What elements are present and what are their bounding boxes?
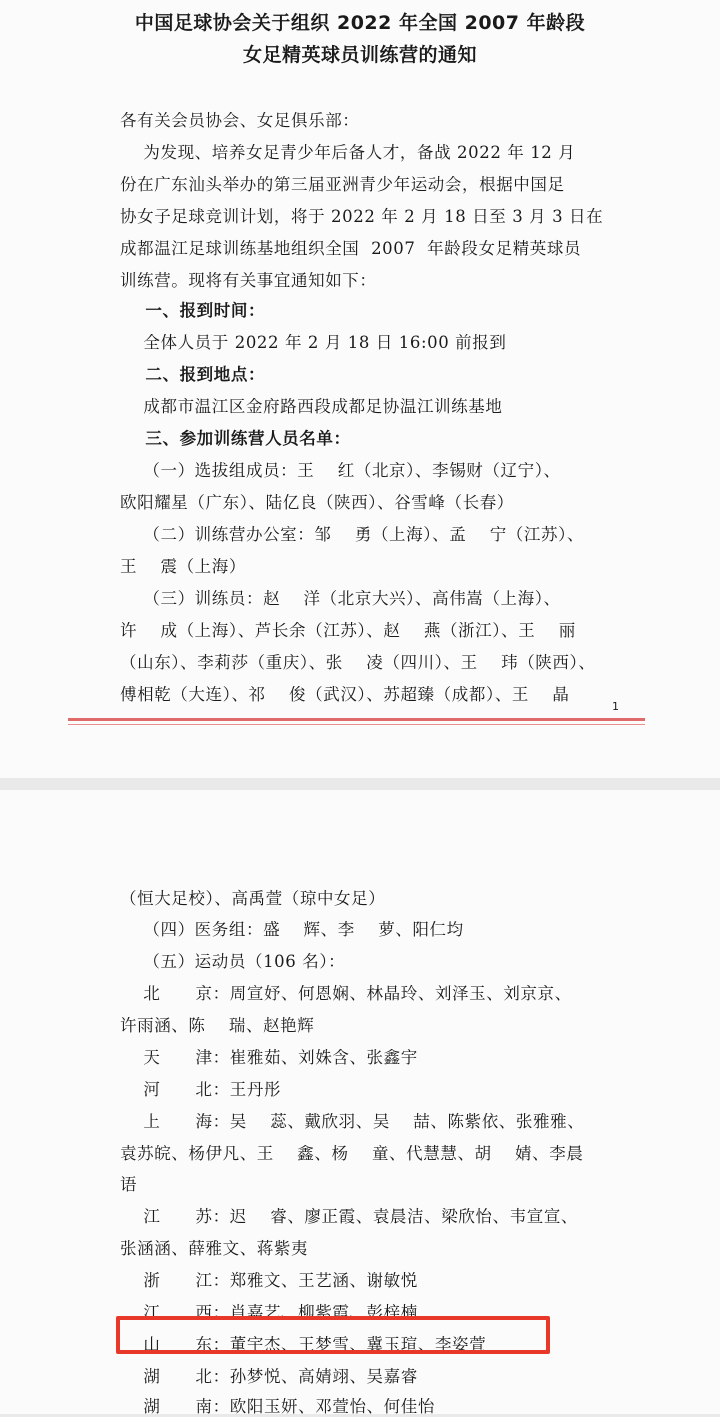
- footer-rule: [68, 718, 645, 721]
- list-line: 上 海：吴 蕊、戴欣羽、吴 喆、陈紫依、张雅雅、: [120, 1112, 585, 1131]
- intro-line: 为发现、培养女足青少年后备人才，备战 2022 年 12 月: [120, 143, 576, 162]
- list-line: 天 津：崔雅茹、刘姝含、张鑫宇: [120, 1048, 418, 1067]
- list-line: 江 苏：迟 睿、廖正霞、袁晨洁、梁欣怡、韦宣宣、: [120, 1207, 579, 1226]
- list-line: （山东）、李莉莎（重庆）、张 凌（四川）、王 玮（陕西）、: [120, 653, 596, 672]
- list-line: 欧阳耀星（广东）、陆亿良（陕西）、谷雪峰（长春）: [120, 493, 514, 512]
- list-line: 张涵涵、薛雅文、蒋紫夷: [120, 1239, 309, 1258]
- list-line: （五）运动员（106 名）：: [120, 952, 346, 971]
- list-line: 许雨涵、陈 瑞、赵艳辉: [120, 1016, 315, 1035]
- salutation: 各有关会员协会、女足俱乐部：: [120, 111, 360, 130]
- section-2-text: 成都市温江区金府路西段成都足协温江训练基地: [120, 397, 503, 416]
- list-line: 湖 南：欧阳玉妍、邓萱怡、何佳怡: [120, 1397, 435, 1416]
- page-number: 1: [612, 700, 619, 713]
- intro-line: 成都温江足球训练基地组织全国 2007 年龄段女足精英球员: [120, 239, 582, 258]
- list-line: 河 北：王丹彤: [120, 1080, 282, 1099]
- list-line: （二）训练营办公室：邹 勇（上海）、孟 宁（江苏）、: [120, 525, 585, 544]
- intro-line: 训练营。现将有关事宜通知如下：: [120, 271, 377, 290]
- footer-rule-thin: [68, 724, 645, 725]
- list-line: （四）医务组：盛 辉、李 萝、阳仁均: [120, 920, 464, 939]
- highlight-box: [116, 1316, 550, 1354]
- section-1-heading: 一、报到时间：: [120, 301, 266, 320]
- list-line: 傅相乾（大连）、祁 俊（武汉）、苏超臻（成都）、王 晶: [120, 685, 570, 704]
- list-line-highlighted: 山 东：董宇杰、王梦雪、冀玉瑄、李姿萱: [120, 1335, 487, 1354]
- section-3-heading: 三、参加训练营人员名单：: [120, 429, 351, 448]
- list-line: 江 西：肖嘉艺、柳紫霞、彭梓楠: [120, 1303, 418, 1322]
- list-line: 语: [120, 1175, 138, 1194]
- list-line: （恒大足校）、高禹萱（琼中女足）: [120, 889, 386, 908]
- section-2-heading: 二、报到地点：: [120, 365, 266, 384]
- section-1-text: 全体人员于 2022 年 2 月 18 日 16:00 前报到: [120, 333, 507, 352]
- intro-line: 协女子足球竞训计划，将于 2022 年 2 月 18 日至 3 月 3 日在: [120, 207, 604, 226]
- list-line: 袁苏皖、杨伊凡、王 鑫、杨 童、代慧慧、胡 婧、李晨: [120, 1144, 584, 1163]
- list-line: 许 成（上海）、芦长余（江苏）、赵 燕（浙江）、王 丽: [120, 621, 576, 640]
- list-line: 王 震（上海）: [120, 557, 246, 576]
- list-line: 浙 江：郑雅文、王艺涵、谢敏悦: [120, 1271, 418, 1290]
- list-line: （一）选拔组成员：王 红（北京）、李锡财（辽宁）、: [120, 461, 561, 480]
- document-title-line-2: 女足精英球员训练营的通知: [242, 44, 477, 66]
- document-title-line-1: 中国足球协会关于组织 2022 年全国 2007 年龄段: [134, 12, 586, 34]
- intro-line: 份在广东汕头举办的第三届亚洲青少年运动会，根据中国足: [120, 175, 565, 194]
- list-line: 北 京：周宣妤、何恩娴、林晶玲、刘泽玉、刘京京、: [120, 984, 572, 1003]
- list-line: （三）训练员：赵 洋（北京大兴）、高伟嵩（上海）、: [120, 589, 561, 608]
- list-line: 湖 北：孙梦悦、高婧翊、吴嘉睿: [120, 1367, 418, 1386]
